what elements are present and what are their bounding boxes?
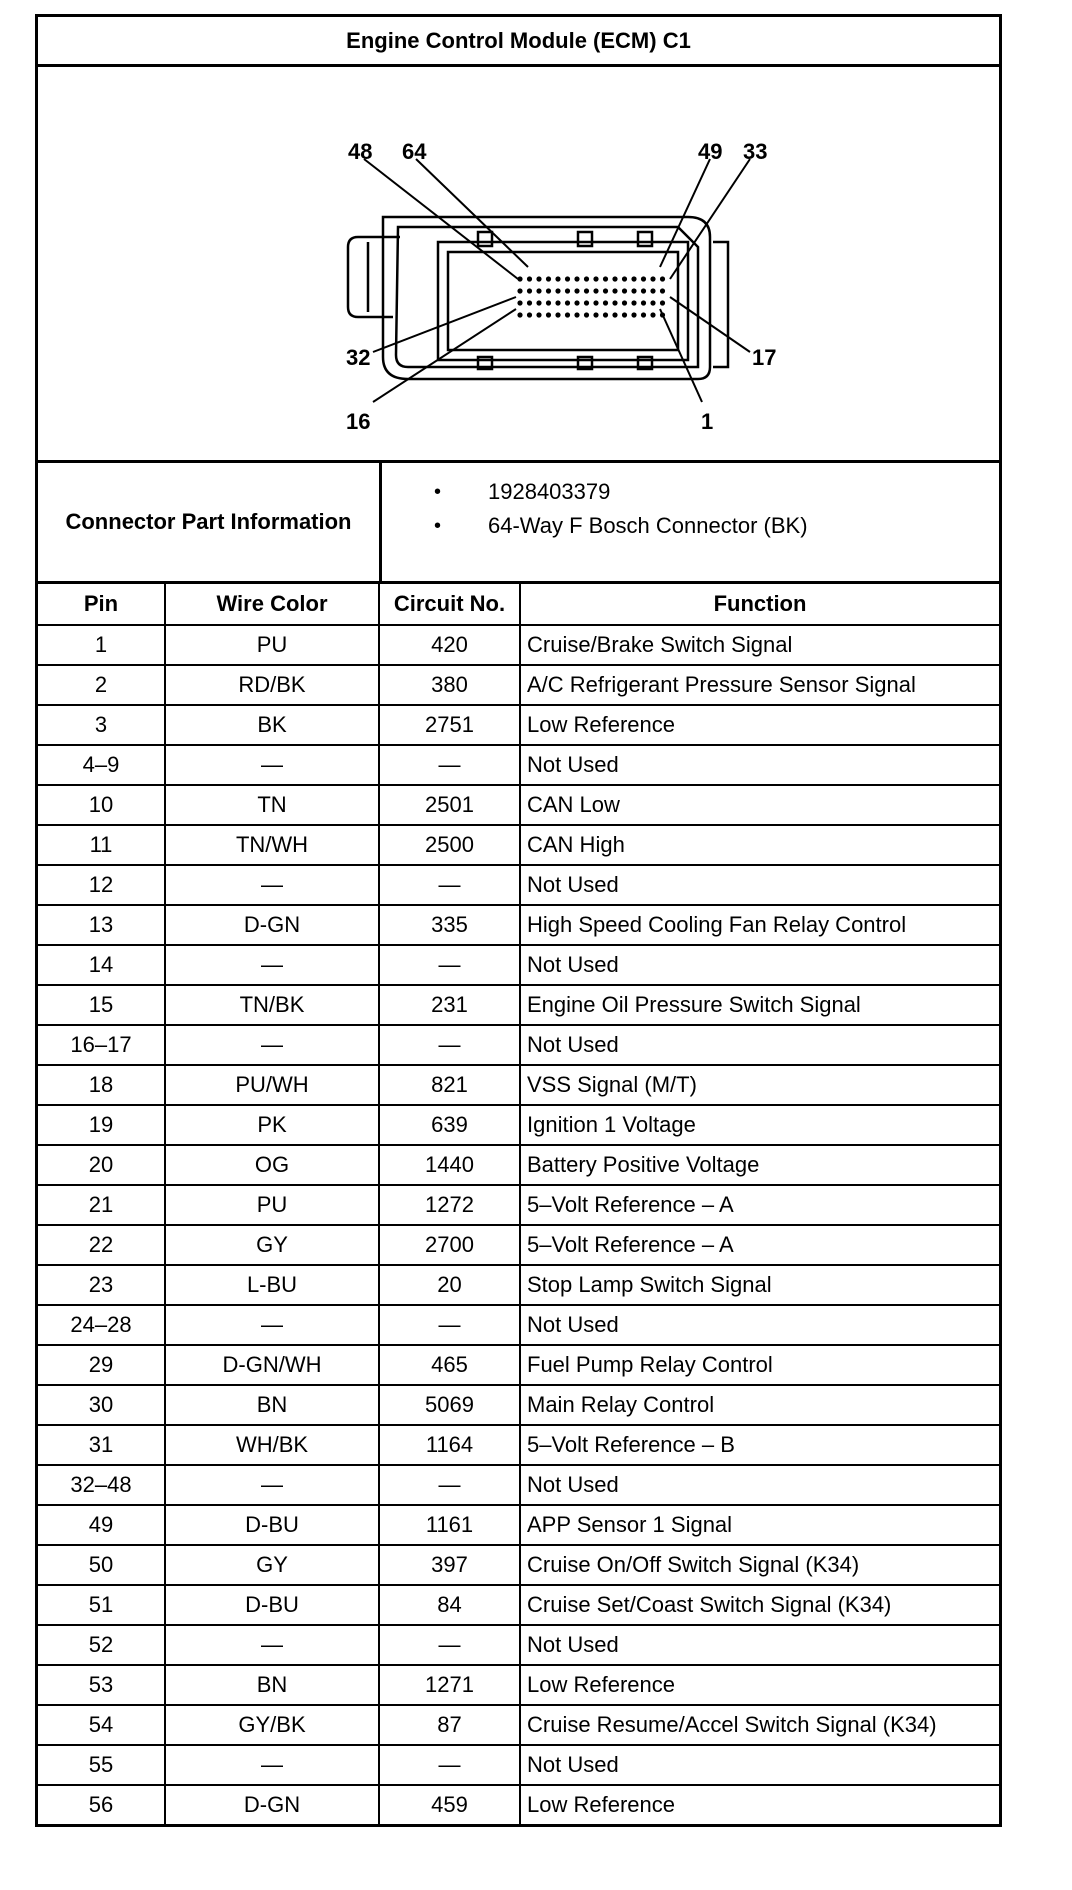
pin-cell: 53 <box>38 1665 165 1705</box>
pin-cell: 32–48 <box>38 1465 165 1505</box>
circuit-cell: 1440 <box>379 1145 520 1185</box>
function-cell: Not Used <box>520 1745 999 1785</box>
circuit-cell: 335 <box>379 905 520 945</box>
circuit-cell: 1161 <box>379 1505 520 1545</box>
connector-part-information <box>38 463 999 584</box>
table-row <box>38 1745 999 1785</box>
pin-label-49: 49 <box>698 139 723 164</box>
function-cell: Engine Oil Pressure Switch Signal <box>520 985 999 1025</box>
wire-color-cell: D-BU <box>165 1505 379 1545</box>
pin-cell: 1 <box>38 625 165 665</box>
pin-dot <box>517 312 522 317</box>
leader-1 <box>660 309 702 402</box>
pin-dot <box>574 312 579 317</box>
wire-color-cell: — <box>165 1745 379 1785</box>
pin-dot <box>546 312 551 317</box>
function-cell: Cruise On/Off Switch Signal (K34) <box>520 1545 999 1585</box>
pin-dot <box>641 300 646 305</box>
function-cell: Main Relay Control <box>520 1385 999 1425</box>
pin-label-33: 33 <box>743 139 768 164</box>
pin-cell: 15 <box>38 985 165 1025</box>
pin-cell: 14 <box>38 945 165 985</box>
function-cell: Cruise Set/Coast Switch Signal (K34) <box>520 1585 999 1625</box>
connector-part-number: 1928403379 <box>488 479 611 504</box>
wire-color-cell: PU/WH <box>165 1065 379 1105</box>
pin-dot <box>631 300 636 305</box>
pin-cell: 50 <box>38 1545 165 1585</box>
circuit-cell: 20 <box>379 1265 520 1305</box>
key-slot-top-left <box>478 232 492 246</box>
sheet-title: Engine Control Module (ECM) C1 <box>38 17 999 67</box>
table-row <box>38 1265 999 1305</box>
wire-color-cell: TN <box>165 785 379 825</box>
pin-dot <box>517 300 522 305</box>
circuit-cell: — <box>379 1025 520 1065</box>
pin-dot <box>527 300 532 305</box>
table-header-row <box>38 584 999 625</box>
circuit-cell: 1272 <box>379 1185 520 1225</box>
wire-color-cell: — <box>165 1305 379 1345</box>
pin-dot <box>555 276 560 281</box>
function-cell: VSS Signal (M/T) <box>520 1065 999 1105</box>
circuit-cell: 397 <box>379 1545 520 1585</box>
circuit-cell: 639 <box>379 1105 520 1145</box>
function-cell: Cruise/Brake Switch Signal <box>520 625 999 665</box>
leader-32 <box>373 297 516 352</box>
pin-cell: 12 <box>38 865 165 905</box>
pin-dot <box>565 288 570 293</box>
pin-dot <box>584 300 589 305</box>
pin-dot <box>622 300 627 305</box>
wire-color-cell: WH/BK <box>165 1425 379 1465</box>
function-cell: 5–Volt Reference – A <box>520 1225 999 1265</box>
function-cell: Not Used <box>520 945 999 985</box>
pin-cell: 54 <box>38 1705 165 1745</box>
header-pin: Pin <box>38 584 165 625</box>
table-row <box>38 1705 999 1745</box>
connector-info-list <box>382 463 999 581</box>
table-row <box>38 1385 999 1425</box>
function-cell: APP Sensor 1 Signal <box>520 1505 999 1545</box>
pin-cell: 31 <box>38 1425 165 1465</box>
table-row <box>38 745 999 785</box>
wire-color-cell: TN/WH <box>165 825 379 865</box>
function-cell: Low Reference <box>520 705 999 745</box>
wire-color-cell: RD/BK <box>165 665 379 705</box>
pin-dot <box>612 300 617 305</box>
pin-cell: 3 <box>38 705 165 745</box>
circuit-cell: 2700 <box>379 1225 520 1265</box>
pin-dot <box>565 312 570 317</box>
pin-rows <box>517 276 665 317</box>
connector-description: 64-Way F Bosch Connector (BK) <box>488 513 808 538</box>
pin-dot <box>641 276 646 281</box>
wire-color-cell: GY <box>165 1545 379 1585</box>
table-row <box>38 785 999 825</box>
pin-dot <box>641 288 646 293</box>
table-row <box>38 1625 999 1665</box>
pin-dot <box>536 300 541 305</box>
function-cell: 5–Volt Reference – B <box>520 1425 999 1465</box>
pin-cell: 13 <box>38 905 165 945</box>
pin-dot <box>555 312 560 317</box>
table-row <box>38 1345 999 1385</box>
pin-dot <box>527 288 532 293</box>
circuit-cell: 459 <box>379 1785 520 1824</box>
function-cell: Stop Lamp Switch Signal <box>520 1265 999 1305</box>
function-cell: 5–Volt Reference – A <box>520 1185 999 1225</box>
pin-dot <box>574 276 579 281</box>
leader-48 <box>364 159 518 279</box>
table-row <box>38 1225 999 1265</box>
wire-color-cell: BN <box>165 1385 379 1425</box>
wire-color-cell: BN <box>165 1665 379 1705</box>
wire-color-cell: — <box>165 865 379 905</box>
table-row <box>38 1425 999 1465</box>
pin-cell: 56 <box>38 1785 165 1824</box>
pin-cell: 11 <box>38 825 165 865</box>
pinout-table-body <box>38 625 999 1824</box>
leader-16 <box>373 309 516 402</box>
circuit-cell: 380 <box>379 665 520 705</box>
pin-row-lower-mid <box>517 300 665 305</box>
circuit-cell: 420 <box>379 625 520 665</box>
pin-cell: 52 <box>38 1625 165 1665</box>
pin-dot <box>612 312 617 317</box>
circuit-cell: 1164 <box>379 1425 520 1465</box>
terminal-block <box>438 242 688 360</box>
pin-dot <box>650 288 655 293</box>
circuit-cell: 2751 <box>379 705 520 745</box>
function-cell: A/C Refrigerant Pressure Sensor Signal <box>520 665 999 705</box>
table-row <box>38 625 999 665</box>
ecm-connector-sheet <box>35 14 1002 1827</box>
wire-color-cell: D-GN <box>165 905 379 945</box>
header-wire-color: Wire Color <box>165 584 379 625</box>
table-row <box>38 1145 999 1185</box>
table-row <box>38 1065 999 1105</box>
table-row <box>38 1025 999 1065</box>
pin-cell: 30 <box>38 1385 165 1425</box>
wire-color-cell: — <box>165 745 379 785</box>
circuit-cell: 2501 <box>379 785 520 825</box>
wire-color-cell: L-BU <box>165 1265 379 1305</box>
pin-label-32: 32 <box>346 345 371 370</box>
circuit-cell: 465 <box>379 1345 520 1385</box>
pin-dot <box>612 288 617 293</box>
table-row <box>38 945 999 985</box>
pin-cell: 29 <box>38 1345 165 1385</box>
function-cell: Not Used <box>520 745 999 785</box>
table-row <box>38 825 999 865</box>
table-row <box>38 1665 999 1705</box>
pin-dot <box>612 276 617 281</box>
pin-dot <box>650 276 655 281</box>
wire-color-cell: PU <box>165 625 379 665</box>
pin-dot <box>593 276 598 281</box>
circuit-cell: 231 <box>379 985 520 1025</box>
circuit-cell: — <box>379 865 520 905</box>
header-function: Function <box>520 584 999 625</box>
pin-dot <box>536 312 541 317</box>
key-slot-top-mid <box>578 232 592 246</box>
circuit-cell: 84 <box>379 1585 520 1625</box>
table-row <box>38 1305 999 1345</box>
function-cell: Low Reference <box>520 1785 999 1824</box>
key-slot-top-right <box>638 232 652 246</box>
pin-cell: 51 <box>38 1585 165 1625</box>
table-row <box>38 1545 999 1585</box>
pin-cell: 21 <box>38 1185 165 1225</box>
pin-dot <box>527 312 532 317</box>
pin-dot <box>536 288 541 293</box>
pin-dot <box>650 300 655 305</box>
pin-dot <box>631 276 636 281</box>
wire-color-cell: — <box>165 1625 379 1665</box>
pin-dot <box>584 288 589 293</box>
pin-dot <box>631 312 636 317</box>
pin-dot <box>584 312 589 317</box>
header-circuit: Circuit No. <box>379 584 520 625</box>
pin-cell: 20 <box>38 1145 165 1185</box>
pin-cell: 49 <box>38 1505 165 1545</box>
leader-49 <box>660 159 710 267</box>
table-row <box>38 1185 999 1225</box>
table-row <box>38 1465 999 1505</box>
pin-dot <box>641 312 646 317</box>
table-row <box>38 665 999 705</box>
function-cell: Low Reference <box>520 1665 999 1705</box>
wire-color-cell: GY/BK <box>165 1705 379 1745</box>
circuit-cell: — <box>379 1745 520 1785</box>
pin-dot <box>536 276 541 281</box>
pin-label-64: 64 <box>402 139 427 164</box>
pin-dot <box>565 276 570 281</box>
pin-cell: 16–17 <box>38 1025 165 1065</box>
table-row <box>38 1785 999 1824</box>
function-cell: Fuel Pump Relay Control <box>520 1345 999 1385</box>
pin-dot <box>660 276 665 281</box>
pin-cell: 19 <box>38 1105 165 1145</box>
pin-row-top <box>517 276 665 281</box>
bullet-icon: • <box>433 514 441 537</box>
pin-cell: 10 <box>38 785 165 825</box>
pin-dot <box>555 300 560 305</box>
pin-row-upper-mid <box>517 288 665 293</box>
bullet-icon: • <box>433 480 441 503</box>
pin-dot <box>546 288 551 293</box>
pin-label-48: 48 <box>348 139 373 164</box>
pin-dot <box>584 276 589 281</box>
connector-info-label: Connector Part Information <box>38 463 382 581</box>
connector-face-drawing <box>38 67 999 460</box>
side-rib <box>713 242 728 367</box>
wire-color-cell: BK <box>165 705 379 745</box>
table-row <box>38 1505 999 1545</box>
function-cell: High Speed Cooling Fan Relay Control <box>520 905 999 945</box>
pin-cell: 55 <box>38 1745 165 1785</box>
wire-color-cell: — <box>165 945 379 985</box>
circuit-cell: 821 <box>379 1065 520 1105</box>
table-row <box>38 1105 999 1145</box>
function-cell: CAN Low <box>520 785 999 825</box>
wire-color-cell: D-GN <box>165 1785 379 1824</box>
pin-cell: 2 <box>38 665 165 705</box>
circuit-cell: — <box>379 745 520 785</box>
pin-label-16: 16 <box>346 409 371 434</box>
function-cell: Not Used <box>520 1625 999 1665</box>
connector-info-item <box>382 509 999 543</box>
wire-color-cell: PK <box>165 1105 379 1145</box>
function-cell: Ignition 1 Voltage <box>520 1105 999 1145</box>
pin-dot <box>527 276 532 281</box>
pin-dot <box>603 300 608 305</box>
table-row <box>38 705 999 745</box>
wire-color-cell: PU <box>165 1185 379 1225</box>
table-row <box>38 1585 999 1625</box>
circuit-cell: 5069 <box>379 1385 520 1425</box>
pin-label-17: 17 <box>752 345 777 370</box>
pin-dot <box>622 288 627 293</box>
pin-dot <box>603 276 608 281</box>
wire-color-cell: TN/BK <box>165 985 379 1025</box>
table-row <box>38 905 999 945</box>
pin-label-1: 1 <box>701 409 714 434</box>
circuit-cell: — <box>379 1625 520 1665</box>
circuit-cell: — <box>379 1465 520 1505</box>
pin-dot <box>650 312 655 317</box>
pin-dot <box>660 300 665 305</box>
pin-dot <box>622 276 627 281</box>
pin-dot <box>555 288 560 293</box>
pin-dot <box>517 276 522 281</box>
circuit-cell: 87 <box>379 1705 520 1745</box>
latch-tab-outline <box>348 237 400 317</box>
wire-color-cell: D-GN/WH <box>165 1345 379 1385</box>
wire-color-cell: — <box>165 1465 379 1505</box>
table-row <box>38 985 999 1025</box>
function-cell: Cruise Resume/Accel Switch Signal (K34) <box>520 1705 999 1745</box>
pin-dot <box>622 312 627 317</box>
pin-dot <box>574 288 579 293</box>
function-cell: Not Used <box>520 1305 999 1345</box>
pin-dot <box>603 312 608 317</box>
function-cell: Not Used <box>520 1465 999 1505</box>
pin-dot <box>517 288 522 293</box>
pin-cell: 24–28 <box>38 1305 165 1345</box>
pin-cell: 4–9 <box>38 745 165 785</box>
pin-cell: 23 <box>38 1265 165 1305</box>
pin-cell: 22 <box>38 1225 165 1265</box>
circuit-cell: 1271 <box>379 1665 520 1705</box>
wire-color-cell: D-BU <box>165 1585 379 1625</box>
function-cell: CAN High <box>520 825 999 865</box>
pin-cell: 18 <box>38 1065 165 1105</box>
pin-dot <box>574 300 579 305</box>
pin-dot <box>593 288 598 293</box>
function-cell: Not Used <box>520 865 999 905</box>
pin-dot <box>593 300 598 305</box>
pin-row-bottom <box>517 312 665 317</box>
pin-dot <box>565 300 570 305</box>
connector-info-item <box>382 475 999 509</box>
pin-dot <box>546 300 551 305</box>
circuit-cell: — <box>379 945 520 985</box>
housing-inner <box>396 227 698 367</box>
circuit-cell: — <box>379 1305 520 1345</box>
wire-color-cell: GY <box>165 1225 379 1265</box>
function-cell: Not Used <box>520 1025 999 1065</box>
wire-color-cell: — <box>165 1025 379 1065</box>
pin-dot <box>546 276 551 281</box>
connector-diagram <box>38 67 999 463</box>
pin-dot <box>593 312 598 317</box>
pin-dot <box>603 288 608 293</box>
wire-color-cell: OG <box>165 1145 379 1185</box>
function-cell: Battery Positive Voltage <box>520 1145 999 1185</box>
pinout-table <box>38 584 999 1824</box>
table-row <box>38 865 999 905</box>
circuit-cell: 2500 <box>379 825 520 865</box>
pin-dot <box>660 288 665 293</box>
pin-dot <box>631 288 636 293</box>
